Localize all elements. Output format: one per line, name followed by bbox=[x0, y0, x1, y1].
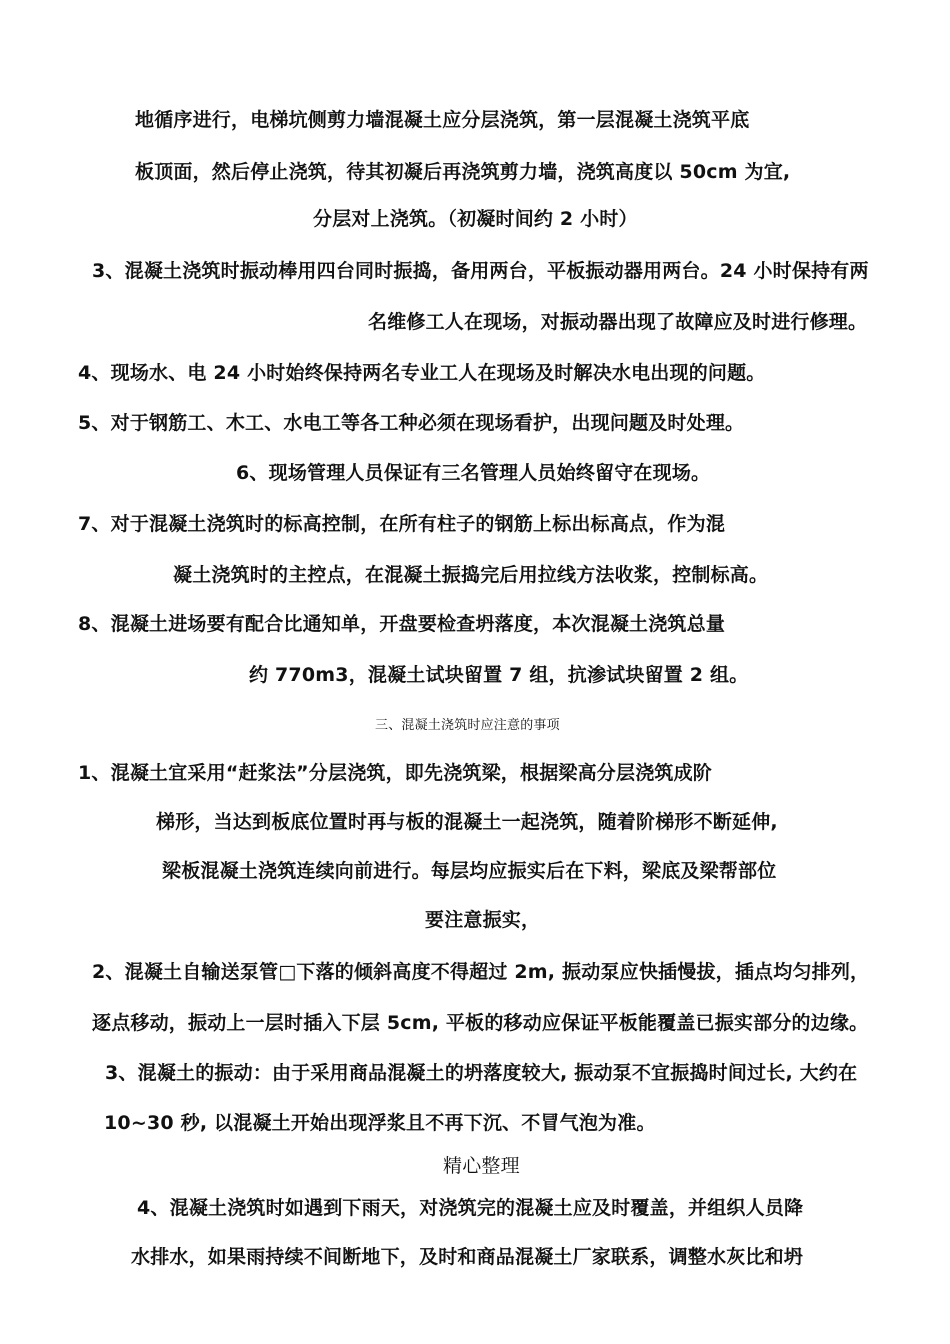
text-line-7: 5、对于钢筋工、木工、水电工等各工种必须在现场看护，出现问题及时处理。 bbox=[78, 412, 745, 434]
text-line-15: 梯形，当达到板底位置时再与板的混凝土一起浇筑，随着阶梯形不断延伸, bbox=[156, 811, 778, 833]
text-line-6: 4、现场水、电 24 小时始终保持两名专业工人在现场及时解决水电出现的问题。 bbox=[78, 362, 766, 384]
text-line-11: 8、混凝土进场要有配合比通知单，开盘要检查坍落度，本次混凝土浇筑总量 bbox=[78, 613, 726, 635]
text-line-1: 地循序进行，电梯坑侧剪力墙混凝土应分层浇筑，第一层混凝土浇筑平底 bbox=[135, 109, 750, 131]
text-line-3: 分层对上浇筑。（初凝时间约 2 小时） bbox=[313, 208, 638, 230]
text-line-17: 要注意振实， bbox=[425, 909, 541, 931]
text-line-16: 梁板混凝土浇筑连续向前进行。每层均应振实后在下料，梁底及梁帮部位 bbox=[162, 860, 777, 882]
text-line-20: 3、混凝土的振动：由于采用商品混凝土的坍落度较大, 振动泵不宜振捣时间过长, 大约在 bbox=[105, 1062, 858, 1084]
text-line-23: 4、混凝土浇筑时如遇到下雨天，对浇筑完的混凝土应及时覆盖，并组织人员降 bbox=[137, 1197, 804, 1219]
text-line-4: 3、混凝土浇筑时振动棒用四台同时振捣，备用两台，平板振动器用两台。24 小时保持有两 bbox=[92, 260, 869, 282]
text-line-24: 水排水，如果雨持续不间断地下，及时和商品混凝土厂家联系，调整水灰比和坍 bbox=[131, 1246, 804, 1268]
text-line-12: 约 770m3，混凝土试块留置 7 组，抗渗试块留置 2 组。 bbox=[249, 664, 749, 686]
text-line-2: 板顶面，然后停止浇筑，待其初凝后再浇筑剪力墙，浇筑高度以 50cm 为宜, bbox=[135, 161, 791, 183]
text-line-5: 名维修工人在现场，对振动器出现了故障应及时进行修理。 bbox=[368, 311, 868, 333]
text-line-19: 逐点移动，振动上一层时插入下层 5cm, 平板的移动应保证平板能覆盖已振实部分的边缘。 bbox=[92, 1012, 869, 1034]
text-line-21: 10~30 秒, 以混凝土开始出现浮浆且不再下沉、不冒气泡为准。 bbox=[104, 1112, 656, 1134]
text-line-10: 凝土浇筑时的主控点，在混凝土振捣完后用拉线方法收浆，控制标高。 bbox=[173, 564, 769, 586]
footer-label: 精心整理 bbox=[443, 1155, 520, 1177]
section-heading: 三、混凝土浇筑时应注意的事项 bbox=[375, 718, 560, 733]
text-line-14: 1、混凝土宜采用“赶浆法”分层浇筑，即先浇筑梁，根据梁高分层浇筑成阶 bbox=[78, 762, 712, 784]
text-line-9: 7、对于混凝土浇筑时的标高控制，在所有柱子的钢筋上标出标高点，作为混 bbox=[78, 513, 726, 535]
text-line-8: 6、现场管理人员保证有三名管理人员始终留守在现场。 bbox=[236, 462, 711, 484]
text-line-18: 2、混凝土自输送泵管□下落的倾斜高度不得超过 2m, 振动泵应快插慢拔，插点均匀排列， bbox=[92, 961, 870, 983]
